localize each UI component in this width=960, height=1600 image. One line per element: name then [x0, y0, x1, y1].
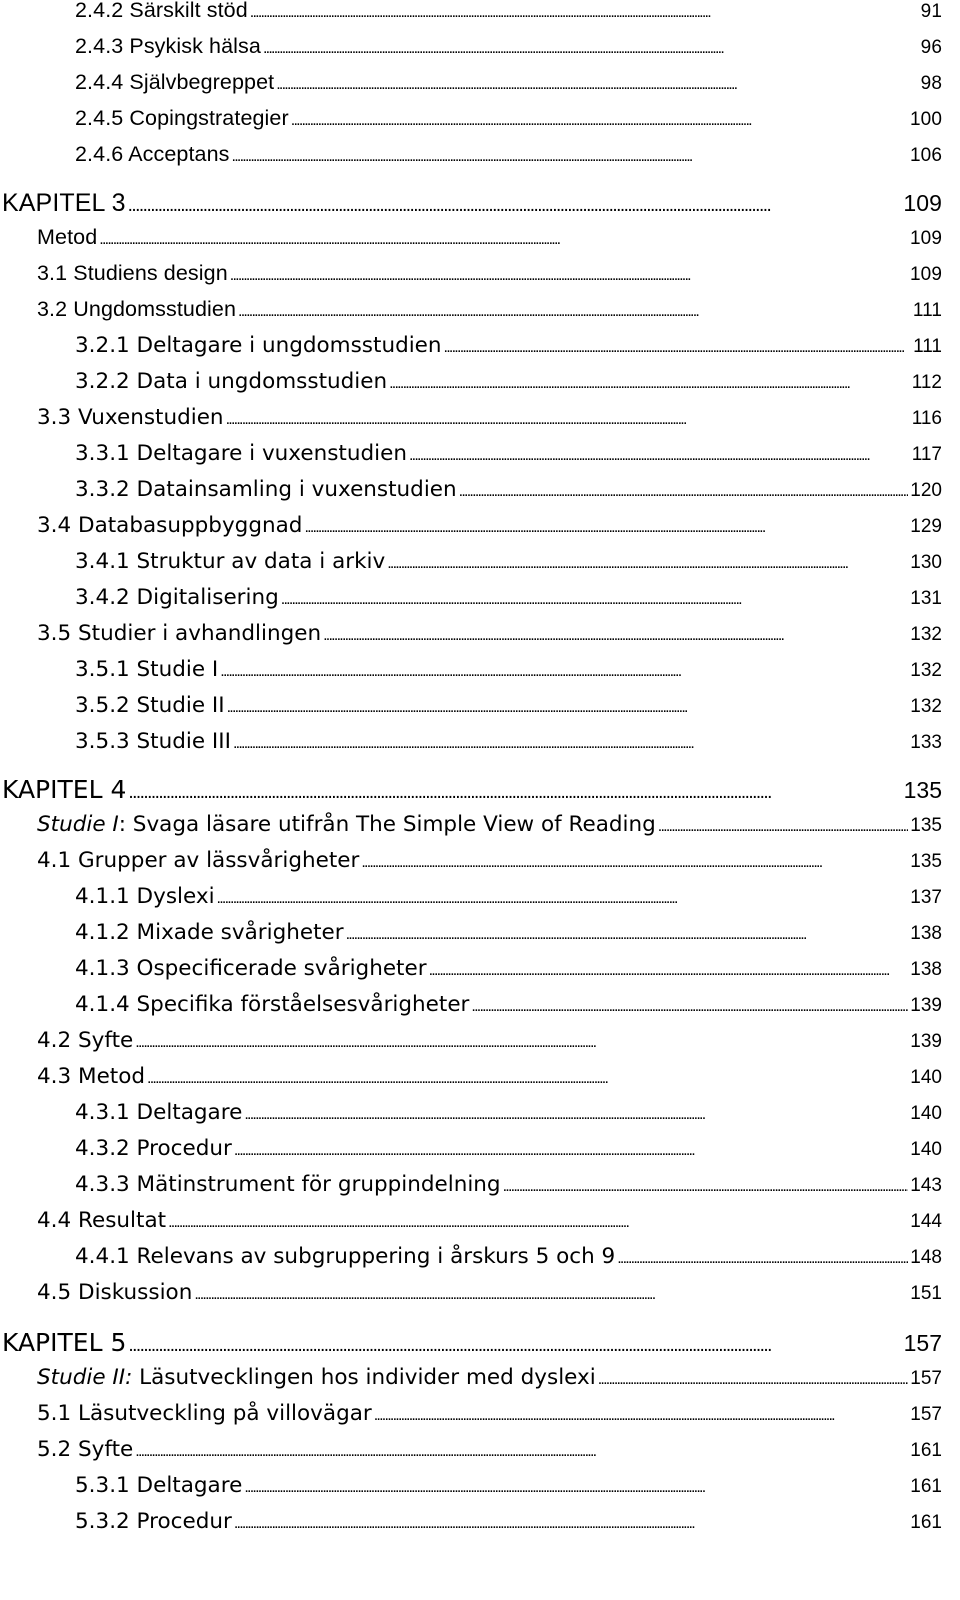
toc-entry-title: 5.3.1 Deltagare: [75, 1473, 243, 1498]
study-subtitle: Läsutvecklingen hos individer med dyslexi: [132, 1365, 596, 1390]
toc-chapter-heading[interactable]: [0, 185, 942, 221]
toc-entry[interactable]: [0, 653, 942, 689]
toc-entry-title: 3.1 Studiens design: [37, 261, 228, 285]
toc-entry-title: 4.4 Resultat: [37, 1208, 167, 1233]
dot-leader: [346, 920, 909, 947]
dot-leader: [471, 992, 908, 1019]
toc-entry-title: [37, 813, 656, 837]
toc-entry[interactable]: [0, 988, 942, 1024]
dot-leader: [389, 369, 910, 396]
dot-leader: [244, 1473, 908, 1500]
toc-entry-title: 3.5.3 Studie III: [75, 729, 231, 754]
dot-leader: [361, 848, 908, 875]
dot-leader: [281, 585, 909, 612]
toc-page-number: 161: [910, 1440, 942, 1461]
toc-entry[interactable]: [0, 952, 942, 988]
toc-entry[interactable]: [0, 0, 942, 30]
toc-page-number: 143: [910, 1175, 942, 1196]
toc-entry-title: [37, 1366, 596, 1390]
dot-leader: [291, 106, 908, 133]
toc-page-number: 100: [909, 109, 942, 130]
toc-entry[interactable]: [0, 1204, 942, 1240]
toc-entry[interactable]: [0, 509, 942, 545]
dot-leader: [226, 405, 910, 432]
toc-page-number: 106: [909, 145, 942, 166]
toc-entry-title: 4.1.4 Specifika förståelsesvårigheter: [75, 992, 470, 1017]
toc-page-number: 139: [910, 995, 942, 1016]
dot-leader: [168, 1208, 908, 1235]
dot-leader: [276, 70, 918, 97]
toc-entry-title: 2.4.6 Acceptans: [75, 142, 230, 166]
toc-page-number: 91: [920, 1, 942, 22]
toc-page-number: 109: [903, 190, 942, 216]
toc-page-number: 140: [910, 1103, 942, 1124]
toc-entry[interactable]: [0, 30, 942, 66]
toc-entry[interactable]: [0, 1397, 942, 1433]
toc-page-number: 139: [910, 1031, 942, 1052]
toc-entry[interactable]: [0, 545, 942, 581]
toc-page-number: 138: [910, 959, 942, 980]
toc-entry-title: 3.3 Vuxenstudien: [37, 405, 224, 430]
toc-page-number: 138: [910, 923, 942, 944]
toc-entry-title: 2.4.4 Självbegreppet: [75, 70, 275, 94]
dot-leader: [323, 621, 908, 648]
toc-page-number: 151: [910, 1283, 942, 1304]
toc-entry-title: 5.3.2 Procedur: [75, 1509, 232, 1534]
toc-entry[interactable]: [0, 1024, 942, 1060]
toc-entry-title: KAPITEL 3: [2, 189, 126, 217]
toc-page-number: 135: [910, 815, 942, 836]
toc-entry[interactable]: [0, 1168, 942, 1204]
dot-leader: [250, 0, 919, 25]
toc-entry[interactable]: [0, 66, 942, 102]
toc-entry-title: 3.4 Databasuppbyggnad: [37, 513, 303, 538]
toc-entry-title: 4.1 Grupper av lässvårigheter: [37, 848, 360, 873]
toc-page-number: 111: [913, 336, 942, 357]
toc-entry[interactable]: [0, 1469, 942, 1505]
toc-entry[interactable]: [0, 365, 942, 401]
dot-leader: [459, 477, 909, 504]
toc-page-number: 112: [911, 372, 942, 393]
toc-entry[interactable]: [0, 844, 942, 880]
toc-entry-title: 3.2 Ungdomsstudien: [37, 297, 237, 321]
toc-chapter-heading[interactable]: [0, 1325, 942, 1361]
dot-leader: [220, 657, 908, 684]
toc-entry[interactable]: [0, 138, 942, 174]
dot-leader: [234, 1509, 908, 1536]
dot-leader: [658, 812, 909, 839]
dot-leader: [598, 1365, 909, 1392]
toc-page-number: 116: [911, 408, 942, 429]
toc-entry[interactable]: [0, 1505, 942, 1541]
dot-leader: [244, 1100, 908, 1127]
dot-leader: [409, 441, 910, 468]
toc-entry[interactable]: [0, 1276, 942, 1312]
toc-page-number: 161: [910, 1512, 942, 1533]
dot-leader: [374, 1401, 909, 1428]
toc-entry-title: 3.4.2 Digitalisering: [75, 585, 279, 610]
toc-entry[interactable]: [0, 293, 942, 329]
toc-entry-title: 2.4.5 Copingstrategier: [75, 106, 289, 130]
dot-leader: [429, 956, 909, 983]
toc-entry-title: KAPITEL 5: [2, 1328, 127, 1357]
toc-entry[interactable]: [0, 808, 942, 844]
toc-page-number: 140: [910, 1067, 942, 1088]
toc-page-number: 129: [910, 516, 942, 537]
toc-entry[interactable]: [0, 1433, 942, 1469]
toc-entry[interactable]: [0, 1060, 942, 1096]
toc-page-number: 109: [909, 228, 942, 249]
toc-page-number: 135: [903, 777, 942, 803]
toc-page-number: 157: [910, 1368, 942, 1389]
toc-entry-title: 4.1.3 Ospecificerade svårigheter: [75, 956, 427, 981]
toc-entry[interactable]: [0, 1132, 942, 1168]
toc-page-number: 130: [910, 552, 942, 573]
toc-entry[interactable]: [0, 916, 942, 952]
toc-page-number: 161: [910, 1476, 942, 1497]
dot-leader: [503, 1172, 909, 1199]
dot-leader: [135, 1437, 908, 1464]
toc-entry[interactable]: [0, 329, 942, 365]
toc-entry-title: 2.4.2 Särskilt stöd: [75, 0, 248, 22]
toc-entry-title: 4.5 Diskussion: [37, 1280, 193, 1305]
toc-entry-title: Metod: [37, 225, 98, 249]
dot-leader: [238, 297, 911, 324]
toc-entry-title: 3.5.2 Studie II: [75, 693, 225, 718]
toc-entry[interactable]: [0, 257, 942, 293]
dot-leader: [194, 1280, 908, 1307]
toc-entry-title: 3.2.2 Data i ungdomsstudien: [75, 369, 388, 394]
toc-entry-title: 3.4.1 Struktur av data i arkiv: [75, 549, 386, 574]
toc-page-number: 148: [910, 1247, 942, 1268]
toc-entry-title: 5.2 Syfte: [37, 1437, 134, 1462]
toc-page-number: 132: [910, 660, 942, 681]
toc-page-number: 133: [910, 732, 942, 753]
toc-entry-title: 4.1.1 Dyslexi: [75, 884, 215, 909]
dot-leader: [234, 1136, 908, 1163]
dot-leader: [128, 1331, 901, 1358]
toc-entry-title: 4.2 Syfte: [37, 1028, 134, 1053]
dot-leader: [232, 142, 908, 169]
dot-leader: [217, 884, 909, 911]
toc-entry[interactable]: [0, 437, 942, 473]
toc-page-number: 135: [910, 851, 942, 872]
toc-entry[interactable]: [0, 1361, 942, 1397]
toc-entry-title: 4.3 Metod: [37, 1064, 146, 1089]
toc-entry-title: 4.3.3 Mätinstrument för gruppindelning: [75, 1172, 501, 1197]
dot-leader: [135, 1028, 908, 1055]
toc-page-number: 137: [910, 887, 942, 908]
study-name: Studie I: [37, 812, 119, 837]
toc-page-number: 120: [910, 480, 942, 501]
toc-entry-title: 3.5.1 Studie I: [75, 657, 219, 682]
toc-entry[interactable]: [0, 1240, 942, 1276]
toc-entry[interactable]: [0, 102, 942, 138]
toc-entry-title: 5.1 Läsutveckling på villovägar: [37, 1401, 372, 1426]
dot-leader: [230, 261, 908, 288]
toc-page-number: 157: [903, 1330, 942, 1356]
toc-entry-title: 4.3.1 Deltagare: [75, 1100, 243, 1125]
toc-page-number: 131: [910, 588, 942, 609]
dot-leader: [147, 1064, 908, 1091]
toc-page-number: 98: [920, 73, 942, 94]
toc-entry-title: KAPITEL 4: [2, 775, 127, 804]
toc-page-number: 111: [912, 300, 942, 321]
dot-leader: [444, 333, 912, 360]
toc-entry-title: 3.3.2 Datainsamling i vuxenstudien: [75, 477, 457, 502]
toc-entry[interactable]: [0, 617, 942, 653]
dot-leader: [263, 34, 919, 61]
dot-leader: [617, 1244, 908, 1271]
dot-leader: [99, 225, 908, 252]
toc-entry[interactable]: [0, 880, 942, 916]
toc-entry-title: 2.4.3 Psykisk hälsa: [75, 34, 261, 58]
toc-entry[interactable]: [0, 401, 942, 437]
toc-page-number: 157: [910, 1404, 942, 1425]
dot-leader: [128, 778, 901, 805]
toc-page-number: 144: [910, 1211, 942, 1232]
toc-entry[interactable]: [0, 581, 942, 617]
toc-entry[interactable]: [0, 689, 942, 725]
toc-entry-title: 4.3.2 Procedur: [75, 1136, 232, 1161]
toc-page-number: 117: [911, 444, 942, 465]
dot-leader: [233, 729, 908, 756]
toc-entry-title: 3.3.1 Deltagare i vuxenstudien: [75, 441, 407, 466]
toc-page-number: 109: [909, 264, 942, 285]
toc-entry-title: 4.1.2 Mixade svårigheter: [75, 920, 344, 945]
toc-entry-title: 3.2.1 Deltagare i ungdomsstudien: [75, 333, 442, 358]
toc-entry-title: 4.4.1 Relevans av subgruppering i årskurs 5 och 9: [75, 1244, 616, 1269]
toc-chapter-heading[interactable]: [0, 772, 942, 808]
toc-page-number: 132: [910, 696, 942, 717]
toc-page-number: 140: [910, 1139, 942, 1160]
toc-page-number: 132: [910, 624, 942, 645]
toc-entry[interactable]: [0, 221, 942, 257]
dot-leader: [227, 693, 909, 720]
study-subtitle: : Svaga läsare utifrån The Simple View of Reading: [118, 812, 656, 837]
dot-leader: [128, 191, 902, 218]
dot-leader: [387, 549, 908, 576]
study-name: Studie II:: [37, 1365, 133, 1390]
toc-page-number: 96: [920, 37, 942, 58]
dot-leader: [304, 513, 908, 540]
toc-entry[interactable]: [0, 725, 942, 761]
toc-entry[interactable]: [0, 1096, 942, 1132]
toc-entry-title: 3.5 Studier i avhandlingen: [37, 621, 322, 646]
toc-entry[interactable]: [0, 473, 942, 509]
